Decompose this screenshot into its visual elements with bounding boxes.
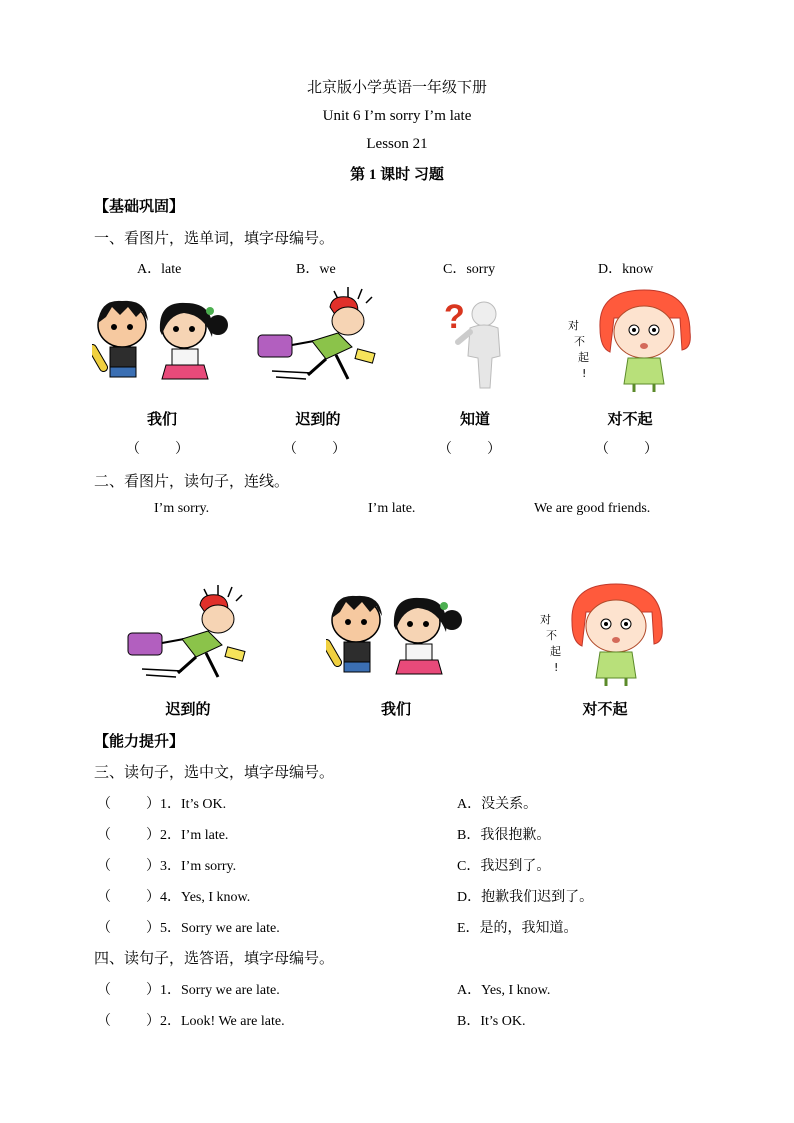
side-char-1: 对 <box>568 319 579 332</box>
period-title: 第 1 课时 习题 <box>350 167 444 183</box>
side-char-4: ! <box>582 367 587 380</box>
unit-title: Unit 6 I’m sorry I’m late <box>322 108 472 124</box>
side-char-2b: 不 <box>546 629 557 642</box>
section-basic-heading: 【基础巩固】 <box>94 199 185 215</box>
part3-answer-b: B．我很抱歉。 <box>457 828 551 843</box>
caption-late: 迟到的 <box>295 412 341 428</box>
part4-answer-b: B．It’s OK. <box>457 1014 526 1029</box>
picture-friends <box>92 295 234 387</box>
book-title: 北京版小学英语一年级下册 <box>306 80 487 96</box>
part3-question-1[interactable]: （ ）1．It’s OK. <box>97 797 227 812</box>
part4-instruction: 四、读句子，选答语，填字母编号。 <box>94 951 335 967</box>
part3-answer-e: E．是的，我知道。 <box>457 921 578 936</box>
part3-instruction: 三、读句子，选中文，填字母编号。 <box>94 765 335 781</box>
answer-blank-1[interactable]: （ ） <box>126 442 189 457</box>
part2-caption-we: 我们 <box>380 702 411 718</box>
part4-answer-a: A．Yes, I know. <box>457 983 551 998</box>
answer-blank-4[interactable]: （ ） <box>595 442 658 457</box>
picture-running-late-2[interactable] <box>122 578 262 688</box>
answer-blank-2[interactable]: （ ） <box>283 442 346 457</box>
lesson-title: Lesson 21 <box>366 136 428 152</box>
picture-running-late <box>252 285 392 385</box>
picture-friends-2[interactable] <box>326 586 468 686</box>
side-char-3: 起 <box>578 351 589 364</box>
part1-option-a: A．late <box>137 262 182 277</box>
part3-answer-a: A．没关系。 <box>457 797 538 812</box>
caption-we: 我们 <box>146 412 177 428</box>
svg-text:?: ? <box>444 298 465 336</box>
part1-option-b: B．we <box>296 262 336 277</box>
part3-question-3[interactable]: （ ）3．I’m sorry. <box>97 859 237 874</box>
picture-question-figure <box>440 292 516 392</box>
part3-question-2[interactable]: （ ）2．I’m late. <box>97 828 229 843</box>
sentence-sorry[interactable]: I’m sorry. <box>154 501 210 516</box>
sentence-good-friends[interactable]: We are good friends. <box>534 501 651 516</box>
part4-question-2[interactable]: （ ）2．Look! We are late. <box>97 1014 285 1029</box>
part3-answer-d: D．抱歉我们迟到了。 <box>457 890 594 905</box>
part3-question-5[interactable]: （ ）5．Sorry we are late. <box>97 921 280 936</box>
answer-blank-3[interactable]: （ ） <box>438 442 501 457</box>
sentence-late[interactable]: I’m late. <box>368 501 416 516</box>
side-char-4b: ! <box>554 661 559 674</box>
part2-caption-late: 迟到的 <box>165 702 211 718</box>
side-char-3b: 起 <box>550 645 561 658</box>
caption-sorry: 对不起 <box>607 412 653 428</box>
part1-instruction: 一、看图片，选单词，填字母编号。 <box>94 231 335 247</box>
part2-instruction: 二、看图片，读句子，连线。 <box>94 474 290 490</box>
part2-caption-sorry: 对不起 <box>582 702 628 718</box>
part3-answer-c: C．我迟到了。 <box>457 859 551 874</box>
part3-question-4[interactable]: （ ）4．Yes, I know. <box>97 890 251 905</box>
side-char-2: 不 <box>574 335 585 348</box>
part1-option-d: D．know <box>598 262 654 277</box>
caption-know: 知道 <box>459 412 490 428</box>
part1-option-c: C．sorry <box>443 262 496 277</box>
section-ability-heading: 【能力提升】 <box>94 734 185 750</box>
side-char-1b: 对 <box>540 613 551 626</box>
part4-question-1[interactable]: （ ）1．Sorry we are late. <box>97 983 280 998</box>
